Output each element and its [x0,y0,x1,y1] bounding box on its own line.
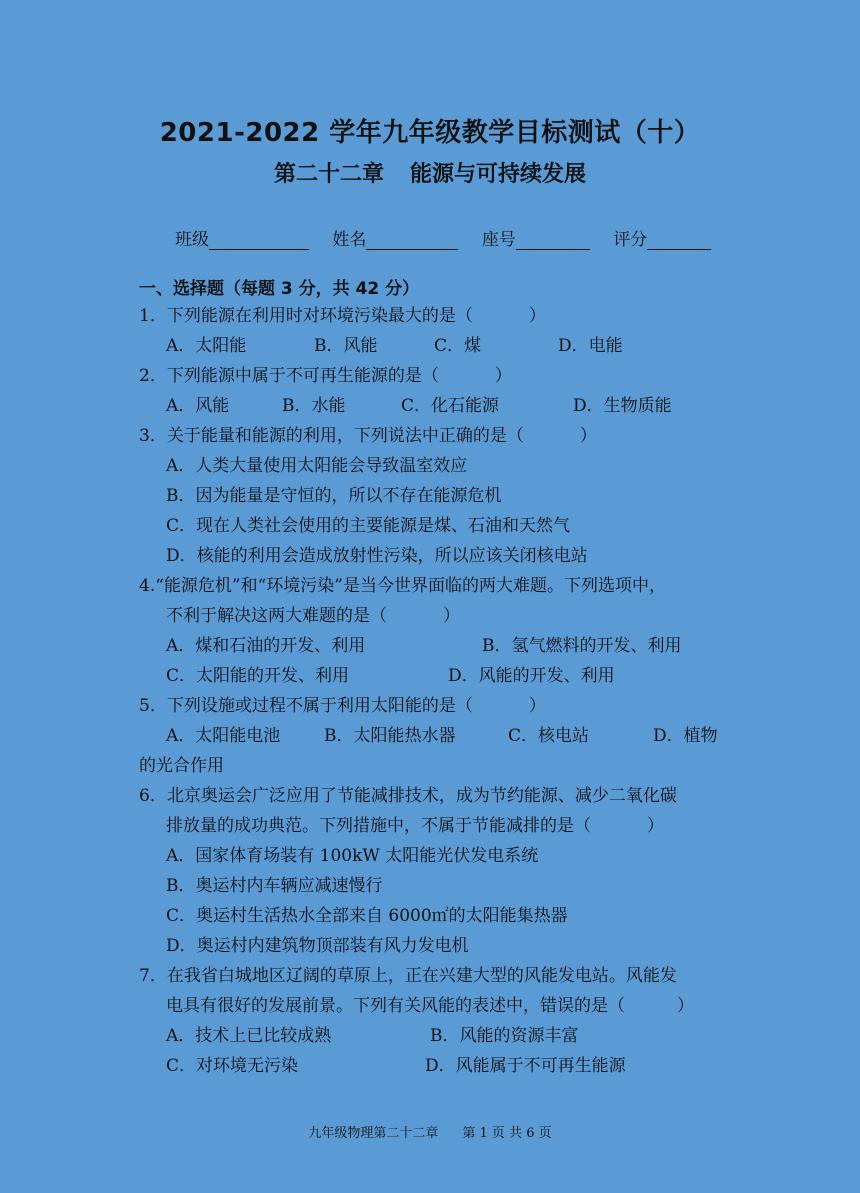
score-label: 评分 [613,230,648,250]
footer-course: 九年级物理第二十二章 [308,1126,439,1141]
question-5-close: ） [528,696,546,716]
q1-option-b: B．风能 [314,336,378,356]
q4-option-d: D．风能的开发、利用 [448,666,615,686]
question-1-stem [139,305,546,327]
q5-option-d: D．植物 [653,726,718,746]
q2-option-c: C．化石能源 [401,396,500,416]
question-3-stem [139,425,597,447]
q1-option-d: D．电能 [558,336,623,356]
question-7-text: 电具有很好的发展前景。下列有关风能的表述中，错误的是（ [166,996,625,1016]
q3-option-a: A．人类大量使用太阳能会导致温室效应 [166,456,468,476]
chapter-name: 能源与可持续发展 [410,162,587,187]
page-title: 2021-2022 学年九年级教学目标测试（十） [159,118,701,148]
q1-option-a: A．太阳能 [166,336,247,356]
q7-option-c: C．对环境无污染 [166,1056,299,1076]
question-5-text: 5．下列设施或过程不属于利用太阳能的是（ [139,696,473,716]
q5-option-c: C．核电站 [508,726,590,746]
q5-option-b: B．太阳能热水器 [324,726,456,746]
question-5-stem [139,695,546,717]
q2-option-d: D．生物质能 [573,396,672,416]
q6-option-a: A．国家体育场装有 100kW 太阳能光伏发电系统 [166,846,539,866]
question-1-text: 1．下列能源在利用时对环境污染最大的是（ [139,306,473,326]
question-7-stem-line1: 7．在我省白城地区辽阔的草原上，正在兴建大型的风能发电站。风能发 [139,966,677,986]
question-6-stem-line1: 6．北京奥运会广泛应用了节能减排技术，成为节约能源、减少二氧化碳 [139,786,677,806]
q3-option-c: C．现在人类社会使用的主要能源是煤、石油和天然气 [166,516,571,536]
q3-option-d: D．核能的利用会造成放射性污染，所以应该关闭核电站 [166,546,588,566]
seat-blank[interactable] [516,231,590,250]
q6-option-b: B．奥运村内车辆应减速慢行 [166,876,383,896]
class-label: 班级 [175,230,209,250]
q6-option-c: C．奥运村生活热水全部来自 6000㎡的太阳能集热器 [166,906,568,926]
q5-option-d-continued: 的光合作用 [139,756,224,776]
q4-option-a: A．煤和石油的开发、利用 [166,636,366,656]
q3-option-b: B．因为能量是守恒的，所以不存在能源危机 [166,486,502,506]
score-blank[interactable] [647,231,711,250]
question-2-stem [139,365,512,387]
section-heading: 一、选择题（每题 3 分，共 42 分） [139,279,420,299]
q1-option-c: C．煤 [434,336,482,356]
class-blank[interactable] [209,231,309,250]
question-2-close: ） [494,366,512,386]
question-1-close: ） [528,306,546,326]
q2-option-a: A．风能 [166,396,230,416]
q4-option-c: C．太阳能的开发、利用 [166,666,350,686]
footer-page-number: 第 1 页 共 6 页 [462,1126,552,1141]
class-field [175,225,309,250]
question-6-text: 排放量的成功典范。下列措施中，不属于节能减排的是（ [166,816,591,836]
question-7-close: ） [677,996,694,1016]
q7-option-a: A．技术上已比较成熟 [166,1026,332,1046]
seat-field [482,225,590,250]
q2-option-b: B．水能 [282,396,346,416]
q4-option-b: B．氢气燃料的开发、利用 [482,636,682,656]
question-6-stem-line2 [166,815,664,837]
chapter-number: 第二十二章 [273,162,384,187]
name-field [332,225,458,250]
question-7-stem-line2 [166,995,694,1017]
question-4-stem-line2 [166,605,460,627]
question-2-text: 2．下列能源中属于不可再生能源的是（ [139,366,439,386]
chapter-title [0,157,860,188]
question-4-text: 不利于解决这两大难题的是（ [166,606,387,626]
question-4-stem-line1: 4.“能源危机”和“环境污染”是当今世界面临的两大难题。下列选项中， [139,576,666,596]
name-label: 姓名 [332,230,367,250]
seat-label: 座号 [481,230,516,250]
name-blank[interactable] [366,231,458,250]
student-info [175,225,729,250]
question-4-close: ） [443,606,460,626]
q5-option-a: A．太阳能电池 [166,726,281,746]
question-6-close: ） [647,816,664,836]
q7-option-b: B．风能的资源丰富 [430,1026,579,1046]
question-3-close: ） [579,426,597,446]
question-3-text: 3．关于能量和能源的利用，下列说法中正确的是（ [139,426,524,446]
score-field [613,225,711,250]
q6-option-d: D．奥运村内建筑物顶部装有风力发电机 [166,936,469,956]
page-footer [0,1122,860,1141]
q7-option-d: D．风能属于不可再生能源 [425,1056,626,1076]
